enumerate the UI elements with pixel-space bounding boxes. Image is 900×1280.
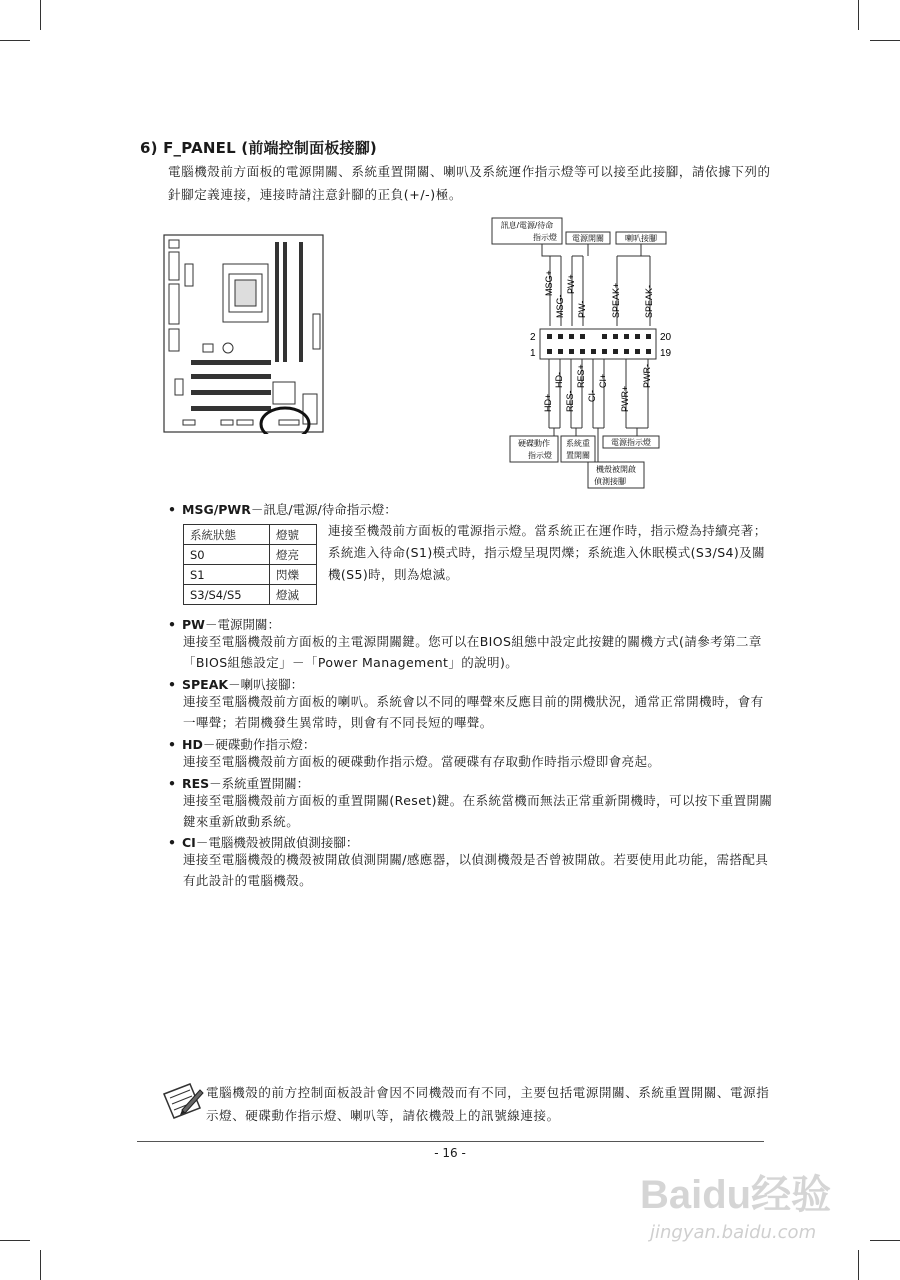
pin-label: PW+ — [566, 274, 576, 294]
table-header: 燈號 — [270, 525, 317, 545]
box-speaker: 喇叭接腳 — [625, 234, 657, 243]
pin-label: SPEAK- — [644, 284, 654, 318]
table-header-row — [184, 525, 317, 545]
bullet-hd-text: 連接至電腦機殼前方面板的硬碟動作指示燈。當硬碟有存取動作時指示燈即會亮起。 — [183, 754, 661, 769]
box-power-switch: 電源開關 — [572, 234, 604, 243]
bullet-hd: • HD－硬碟動作指示燈： — [168, 737, 316, 752]
bullet-label: －電腦機殼被開啟偵測接腳： — [195, 835, 359, 850]
table-cell: S3/S4/S5 — [184, 585, 270, 605]
pin-2-label: 2 — [530, 332, 536, 343]
pin-label: SPEAK+ — [611, 282, 621, 318]
crop-mark — [858, 1250, 859, 1280]
table-header: 系統狀態 — [184, 525, 270, 545]
pin-label: CI- — [587, 390, 597, 402]
page-number: - 16 - — [434, 1146, 466, 1160]
footer-divider — [137, 1141, 764, 1142]
pin-label: RES- — [565, 390, 575, 412]
crop-mark — [858, 0, 859, 30]
crop-mark — [40, 1250, 41, 1280]
motherboard-illustration — [163, 234, 325, 434]
bullet-label: －硬碟動作指示燈： — [202, 737, 316, 752]
bullet-res: • RES－系統重置開關： — [168, 776, 310, 791]
bullet-key: CI — [182, 835, 196, 850]
baidu-watermark — [640, 1160, 870, 1250]
bullet-label: －電源開關： — [204, 617, 280, 632]
bullet-key: HD — [182, 737, 203, 752]
pin-label: PWR+ — [620, 385, 630, 412]
intro-paragraph: 電腦機殼前方面板的電源開關、系統重置開關、喇叭及系統運作指示燈等可以接至此接腳，請依據下列的針腳定義連接，連接時請注意針腳的正負(+/-)極。 — [168, 164, 771, 202]
pin-label: MSG- — [555, 294, 565, 318]
note-text: 電腦機殼的前方控制面板設計會因不同機殼而有不同，主要包括電源開關、系統重置開關、電源指示燈、硬碟動作指示燈、喇叭等，請依機殼上的訊號線連接。 — [206, 1085, 770, 1123]
table-cell: 閃爍 — [270, 565, 317, 585]
pin-label: HD+ — [543, 393, 553, 412]
table-cell: S0 — [184, 545, 270, 565]
crop-mark — [0, 1240, 30, 1241]
crop-mark — [870, 40, 900, 41]
pin-19-label: 19 — [660, 348, 672, 359]
pin-label: RES+ — [576, 364, 586, 388]
box-msg-line1: 訊息/電源/待命 — [500, 221, 554, 230]
crop-mark — [40, 0, 41, 30]
box-reset-line1: 系統重 — [566, 439, 590, 448]
watermark-brand: Baidu经验 — [640, 1173, 832, 1217]
f-panel-pinout-diagram — [490, 216, 680, 492]
crop-mark — [0, 40, 30, 41]
box-reset-line2: 置開關 — [566, 451, 590, 460]
bullet-ci: • CI－電腦機殼被開啟偵測接腳： — [168, 835, 359, 850]
bullet-speak-text: 連接至電腦機殼前方面板的喇叭。系統會以不同的嗶聲來反應目前的開機狀況，通常正常開機時，會有一嗶聲；若開機發生異常時，則會有不同長短的嗶聲。 — [183, 694, 764, 730]
box-hdd-line1: 硬碟動作 — [518, 439, 550, 448]
bullet-msg-pwr: • MSG/PWR－訊息/電源/待命指示燈： — [168, 502, 397, 517]
bullet-ci-text: 連接至電腦機殼的機殼被開啟偵測開關/感應器，以偵測機殼是否曾被開啟。若要使用此功能，需搭配具有此設計的電腦機殼。 — [183, 852, 769, 888]
bullet-pw: • PW－電源開關： — [168, 617, 280, 632]
system-state-table — [183, 524, 317, 605]
bullet-key: RES — [182, 776, 210, 791]
table-row — [184, 565, 317, 585]
box-intrusion-line1: 機殼被開啟 — [596, 465, 636, 474]
table-row — [184, 545, 317, 565]
pin-20-label: 20 — [660, 332, 672, 343]
bullet-key: SPEAK — [182, 677, 229, 692]
box-power-led: 電源指示燈 — [611, 438, 651, 447]
bullet-msg-text: 連接至機殼前方面板的電源指示燈。當系統正在運作時，指示燈為持續亮著；系統進入待命(S1)模式時，指示燈呈現閃爍；系統進入休眠模式(S3/S4)及關機(S5)時，則為熄滅。 — [328, 523, 767, 582]
table-cell: 燈滅 — [270, 585, 317, 605]
pin-label: MSG+ — [544, 270, 554, 296]
table-row — [184, 585, 317, 605]
bullet-pw-text: 連接至電腦機殼前方面板的主電源開關鍵。您可以在BIOS組態中設定此按鍵的關機方式(請參考第二章「BIOS組態設定」－「Power Management」的說明)。 — [183, 634, 762, 670]
paw-logo-icon — [640, 1160, 870, 1220]
bullet-label: －訊息/電源/待命指示燈： — [250, 502, 397, 517]
note-pencil-icon — [160, 1080, 204, 1120]
bullet-key: PW — [182, 617, 205, 632]
box-hdd-line2: 指示燈 — [528, 451, 552, 460]
crop-mark — [870, 1240, 900, 1241]
bullet-label: －系統重置開關： — [209, 776, 310, 791]
table-cell: S1 — [184, 565, 270, 585]
bullet-res-text: 連接至電腦機殼前方面板的重置開關(Reset)鍵。在系統當機而無法正常重新開機時，可以按下重置開關鍵來重新啟動系統。 — [183, 793, 773, 829]
bullet-key: MSG/PWR — [182, 502, 251, 517]
table-cell: 燈亮 — [270, 545, 317, 565]
bullet-label: －喇叭接腳： — [228, 677, 304, 692]
pin-1-label: 1 — [530, 348, 536, 359]
section-title: 6) F_PANEL (前端控制面板接腳) — [140, 139, 377, 157]
pin-label: HD- — [554, 372, 564, 388]
bullet-speak: • SPEAK－喇叭接腳： — [168, 677, 304, 692]
box-msg-line2: 指示燈 — [533, 233, 557, 242]
pin-label: CI+ — [598, 373, 608, 388]
pin-label: PWR- — [642, 364, 652, 388]
watermark-url: jingyan.baidu.com — [650, 1222, 817, 1243]
box-intrusion-line2: 偵測接腳 — [594, 477, 626, 486]
pin-label: PW- — [577, 300, 587, 318]
